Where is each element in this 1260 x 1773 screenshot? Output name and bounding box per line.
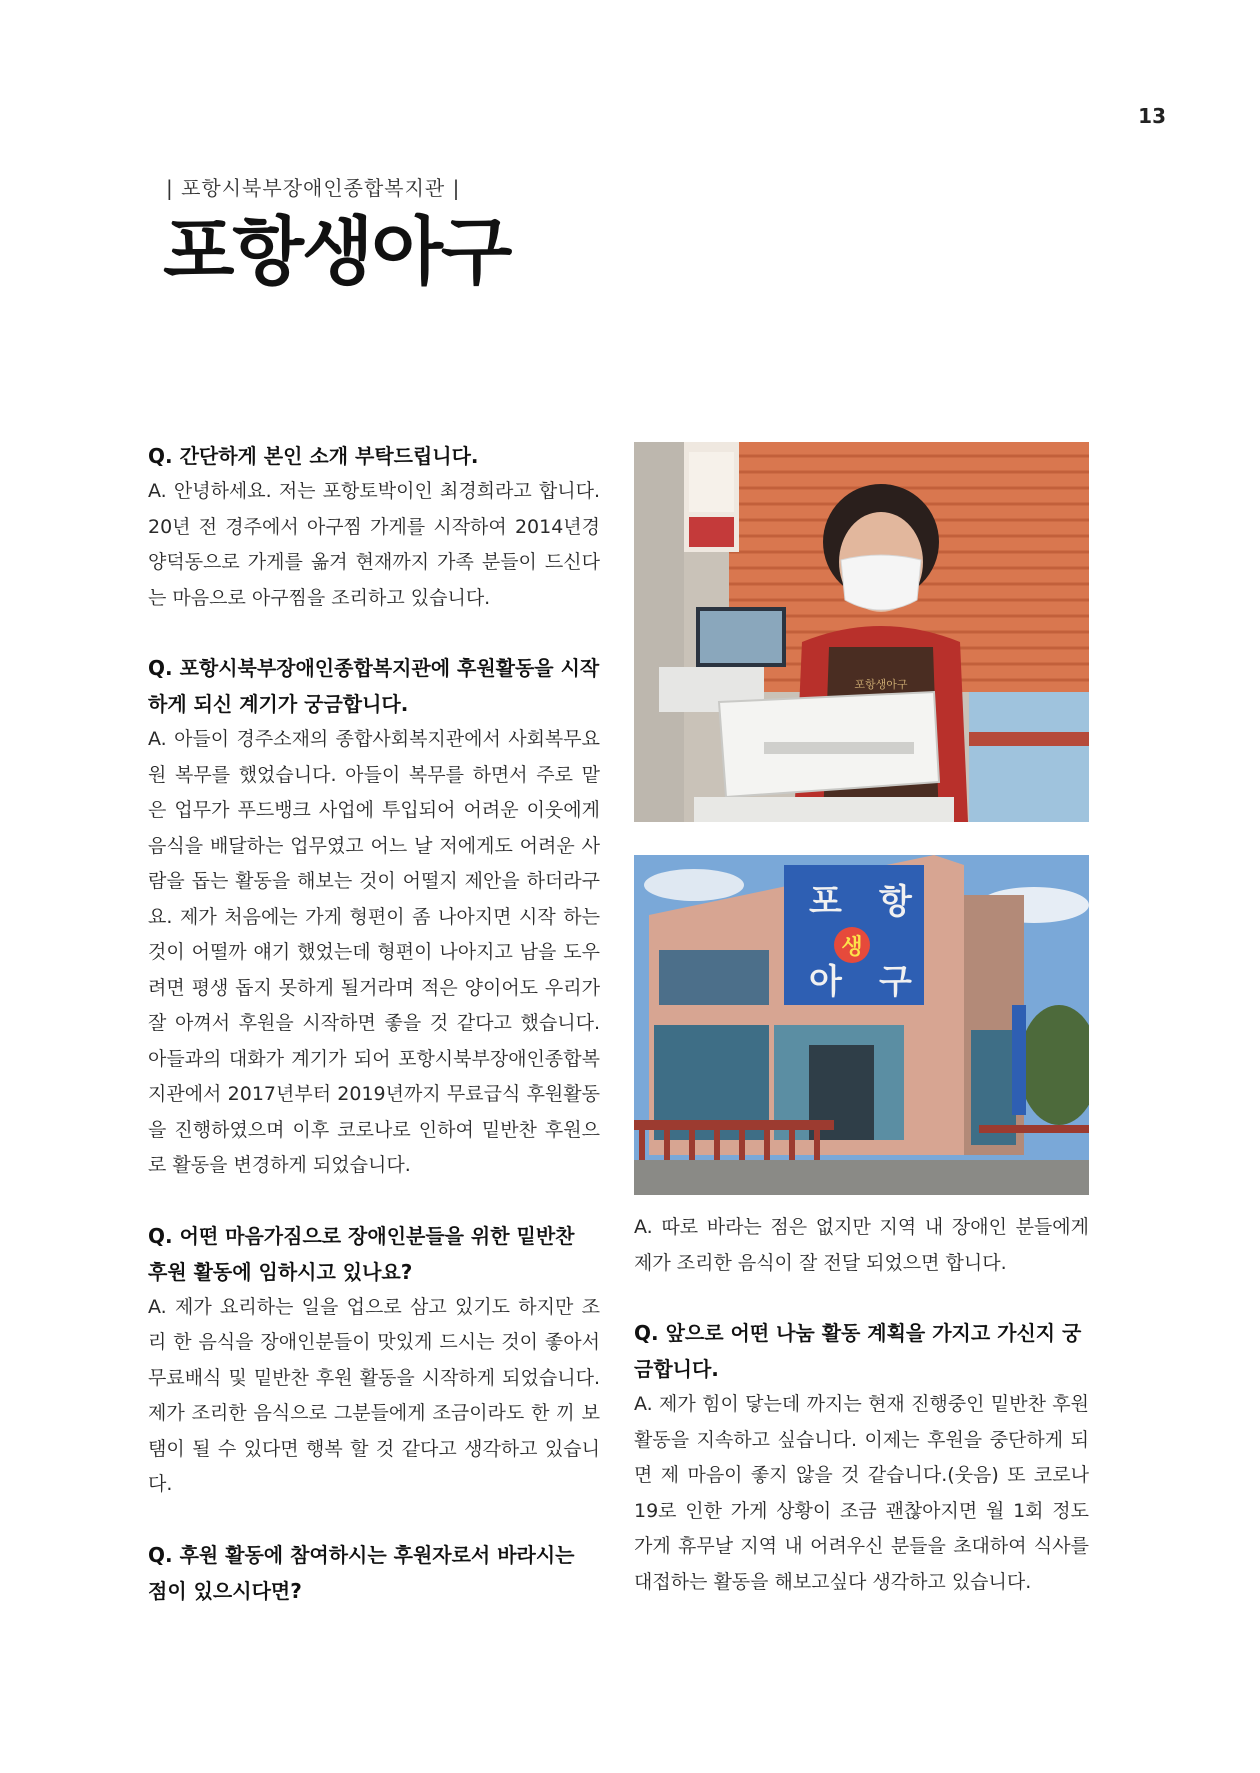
question-text: Q. 간단하게 본인 소개 부탁드립니다. — [148, 444, 479, 468]
org-label: | 포항시북부장애인종합복지관 | — [166, 176, 461, 200]
answer-text: A. 안녕하세요. 저는 포항토박이인 최경희라고 합니다. 20년 전 경주에서 아구찜 가게를 시작하여 2014년경 양덕동으로 가게를 옮겨 현재까지 가족 분들이 드신다는 마음으로 아구찜을 조리하고 있습니다. — [148, 480, 600, 609]
question-text: Q. 앞으로 어떤 나눔 활동 계획을 가지고 가신지 궁금합니다. — [634, 1321, 1082, 1381]
apron-print: 포항생아구 — [854, 678, 908, 691]
interview-left-column — [148, 438, 600, 1643]
store-sign-char: 구 — [879, 962, 912, 1002]
answer-text: A. 제가 힘이 닿는데 까지는 현재 진행중인 밑반찬 후원 활동을 지속하고 싶습니다. 이제는 후원을 중단하게 되면 제 마음이 좋지 않을 것 같습니다.(웃음) 또 코로나19로 인한 가게 상황이 조금 괜찮아지면 월 1회 정도 가게 휴무날 지역 내 어려우신 분들을 초대하여 식사를 대접하는 활동을 해보고싶다 생각하고 있습니다. — [634, 1393, 1089, 1593]
owner-photo — [634, 442, 1089, 822]
page-number: 13 — [1138, 104, 1166, 128]
qa-item-hopes-answer — [634, 1210, 1089, 1281]
qa-item-motivation — [148, 650, 600, 1184]
question-text: Q. 포항시북부장애인종합복지관에 후원활동을 시작하게 되신 계기가 궁금합니다. — [148, 656, 600, 716]
question-text: Q. 후원 활동에 참여하시는 후원자로서 바라시는 점이 있으시다면? — [148, 1542, 575, 1603]
qa-item-hopes — [148, 1537, 600, 1609]
qa-item-intro — [148, 438, 600, 616]
question-text: Q. 어떤 마음가짐으로 장애인분들을 위한 밑반찬 후원 활동에 임하시고 있나요? — [148, 1223, 575, 1284]
store-sign-char: 아 — [809, 962, 842, 1002]
answer-text: A. 아들이 경주소재의 종합사회복지관에서 사회복무요원 복무를 했었습니다. 아들이 복무를 하면서 주로 맡은 업무가 푸드뱅크 사업에 투입되어 어려운 이웃에게 음식을 배달하는 업무였고 어느 날 저에게도 어려운 사람을 돕는 활동을 해보는 것이 어떨지 제안을 하더라구요. 제가 처음에는 가게 형편이 좀 나아지면 시작 하는 것이 어떨까 얘기 했었는데 형편이 나아지고 남을 도우려면 평생 돕지 못하게 될거라며 적은 양이어도 우리가 잘 아껴서 후원을 시작하면 좋을 것 같다고 했습니다. 아들과의 대화가 계기가 되어 포항시북부장애인종합복지관에서 2017년부터 2019년까지 무료급식 후원활동을 진행하였으며 이후 코로나로 인하여 밑반찬 후원으로 활동을 변경하게 되었습니다. — [148, 728, 600, 1176]
interview-right-column — [634, 1210, 1089, 1634]
store-sign-char: 생 — [841, 935, 863, 960]
page-title: 포항생아구 — [163, 209, 511, 295]
qa-item-future-plans — [634, 1315, 1089, 1600]
qa-item-mindset — [148, 1218, 600, 1503]
answer-text: A. 제가 요리하는 일을 업으로 삼고 있기도 하지만 조리 한 음식을 장애인분들이 맛있게 드시는 것이 좋아서 무료배식 및 밑반찬 후원 활동을 시작하게 되었습니다. 제가 조리한 음식으로 그분들에게 조금이라도 한 끼 보탬이 될 수 있다면 행복 할 것 같다고 생각하고 있습니다. — [148, 1295, 600, 1495]
store-sign-char: 포 — [809, 882, 842, 922]
store-photo — [634, 855, 1089, 1195]
answer-text: A. 따로 바라는 점은 없지만 지역 내 장애인 분들에게 제가 조리한 음식이 잘 전달 되었으면 합니다. — [634, 1216, 1089, 1274]
store-sign-char: 항 — [879, 882, 912, 922]
